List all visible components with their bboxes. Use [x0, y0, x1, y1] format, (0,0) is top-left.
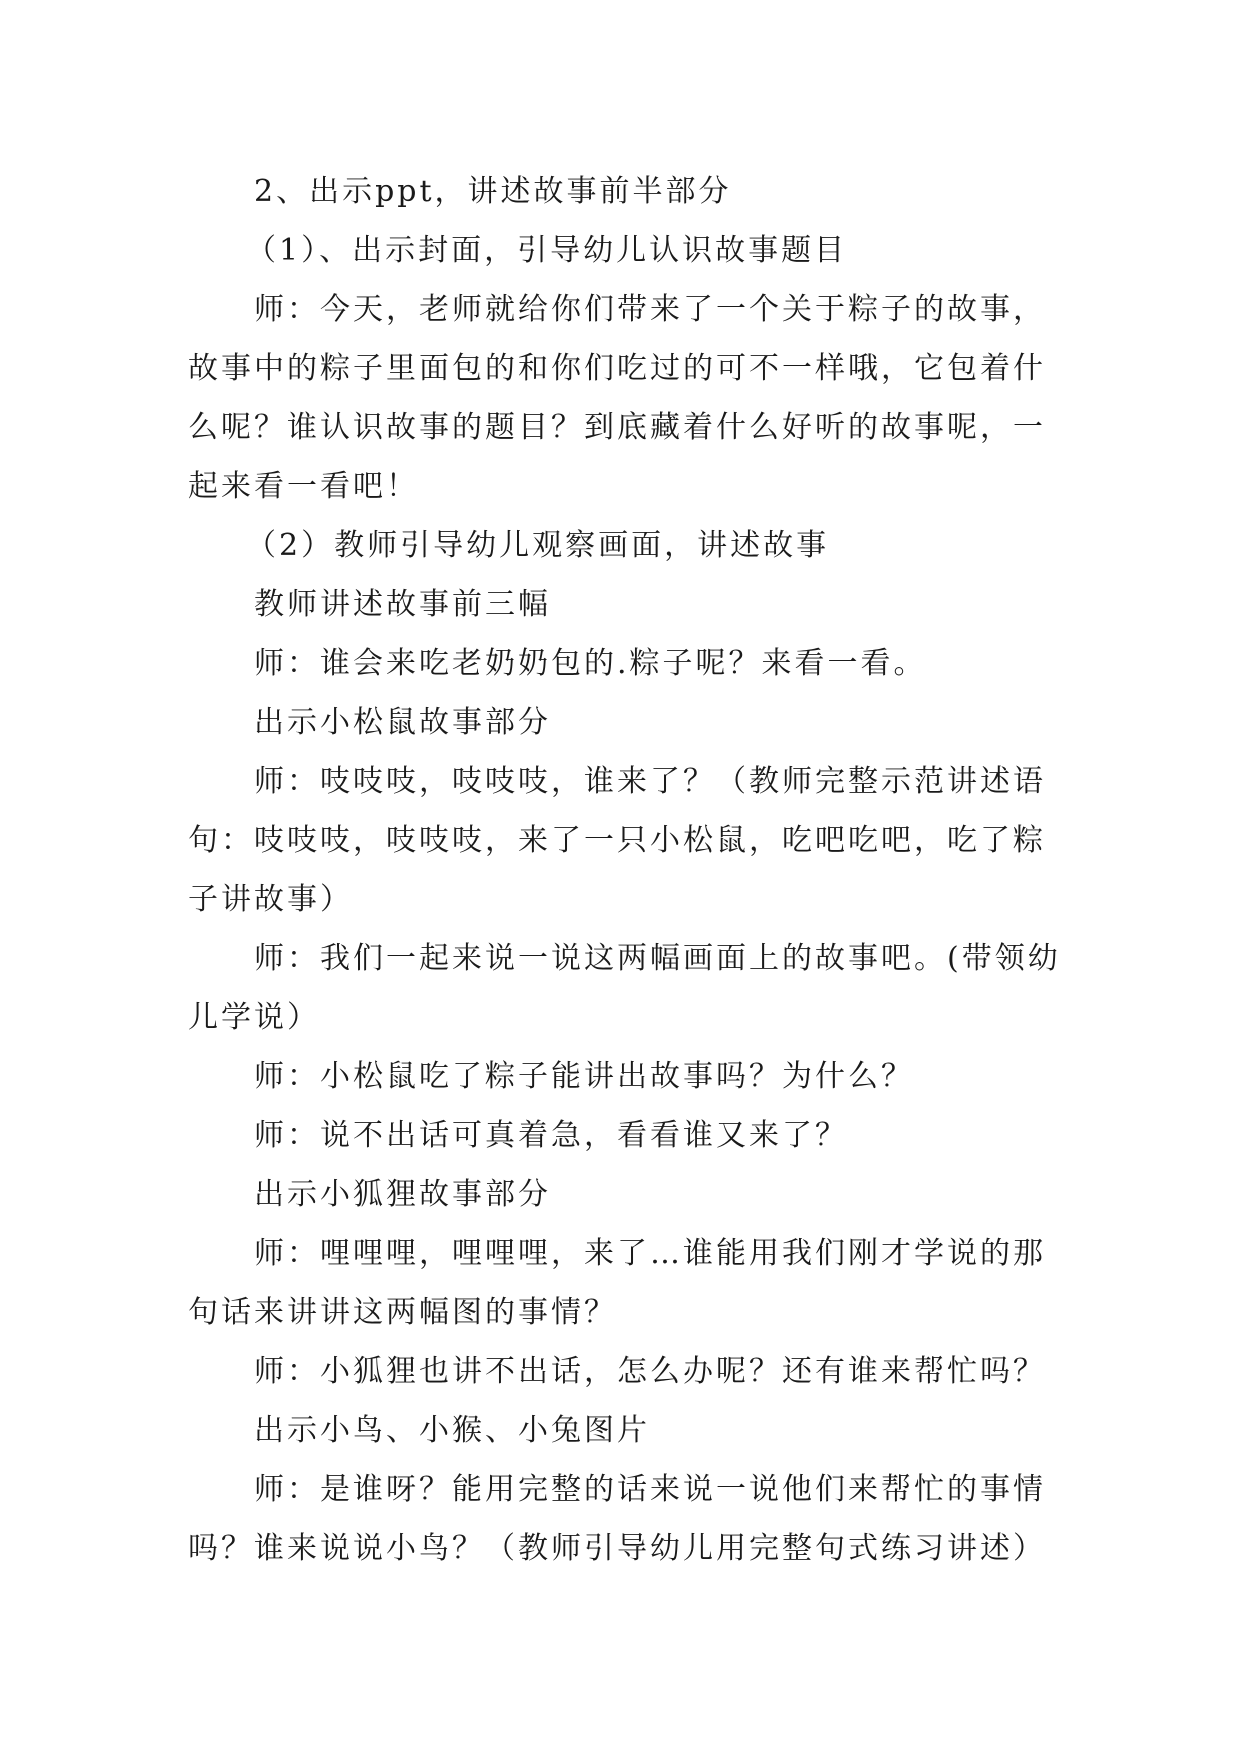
- paragraph-squirrel-question: 师：小松鼠吃了粽子能讲出故事吗？为什么？: [254, 1059, 914, 1094]
- paragraph-substep-2: （2）教师引导幼儿观察画面，讲述故事: [246, 528, 830, 563]
- paragraph-who-is-it: 师：是谁呀？能用完整的话来说一说他们来帮忙的事情吗？谁来说说小鸟？（教师引导幼儿用完整句式练习讲述）: [188, 1472, 1046, 1566]
- paragraph-squirrel-show: 出示小松鼠故事部分: [254, 705, 551, 740]
- paragraph-retell-together: 师：我们一起来说一说这两幅画面上的故事吧。(带领幼儿学说）: [188, 941, 1061, 1035]
- paragraph-animals-show: 出示小鸟、小猴、小兔图片: [254, 1413, 650, 1448]
- paragraph-step-2: 2、出示ppt，讲述故事前半部分: [254, 174, 732, 209]
- paragraph-who-eats: 师：谁会来吃老奶奶包的.粽子呢？来看一看。: [254, 646, 927, 681]
- paragraph-substep-1: （1）、出示封面，引导幼儿认识故事题目: [246, 233, 848, 268]
- paragraph-first-three: 教师讲述故事前三幅: [254, 587, 551, 622]
- paragraph-fox-show: 出示小狐狸故事部分: [254, 1177, 551, 1212]
- paragraph-who-comes: 师：说不出话可真着急，看看谁又来了？: [254, 1118, 848, 1153]
- paragraph-teacher-intro: 师：今天，老师就给你们带来了一个关于粽子的故事，故事中的粽子里面包的和你们吃过的可不一样哦，它包着什么呢？谁认识故事的题目？到底藏着什么好听的故事呢，一起来看一看吧！: [188, 292, 1046, 504]
- paragraph-fox-teacher: 师：哩哩哩，哩哩哩，来了…谁能用我们刚才学说的那句话来讲讲这两幅图的事情？: [188, 1236, 1046, 1330]
- document-body: [188, 162, 1078, 1578]
- paragraph-squirrel-teacher: 师：吱吱吱，吱吱吱，谁来了？（教师完整示范讲述语句：吱吱吱，吱吱吱，来了一只小松鼠，吃吧吃吧，吃了粽子讲故事）: [188, 764, 1046, 917]
- paragraph-fox-question: 师：小狐狸也讲不出话，怎么办呢？还有谁来帮忙吗？: [254, 1354, 1046, 1389]
